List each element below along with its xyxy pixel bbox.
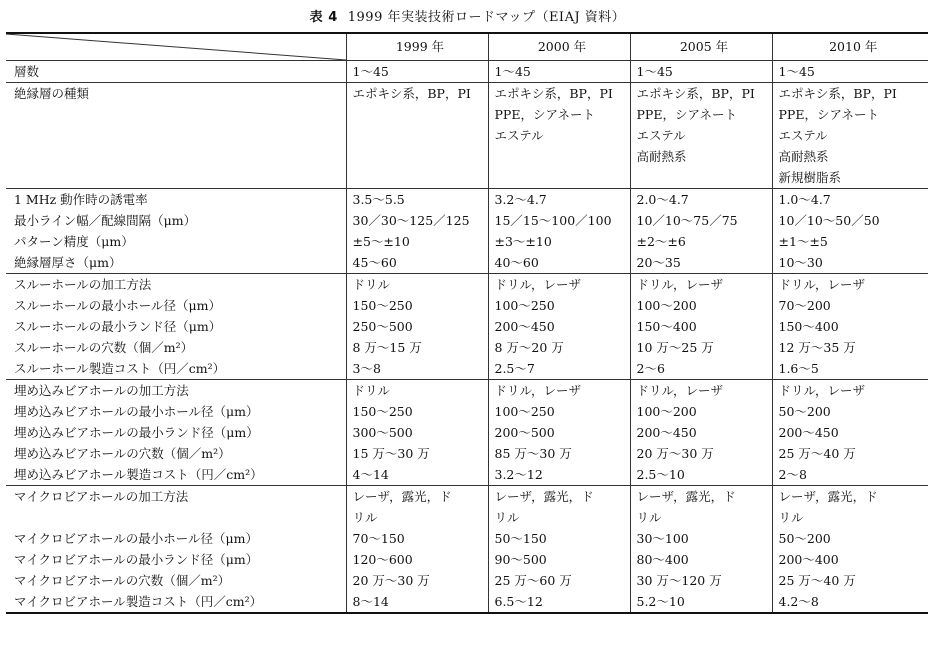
cell-value: 8～14 [346,591,488,613]
row-label: 埋め込みビアホールの最小ホール径（μm） [14,404,259,419]
cell-value: 50～200 [772,528,928,549]
cell-value: ドリル，レーザ [488,274,630,296]
cell-value: 250～500 [346,316,488,337]
table-body [6,61,928,614]
cell-value: 150～250 [346,295,488,316]
row-label: マイクロビアホールの穴数（個／m²） [14,573,231,588]
cell-line: エステル [778,128,828,143]
cell-line: リル [636,510,662,525]
cell-line: レーザ，露光，ド [352,489,452,504]
cell-value: 20～35 [630,252,772,274]
cell-value: 10 万～25 万 [630,337,772,358]
cell-line: エポキシ系，BP，PI [778,86,897,101]
table-row [6,210,928,231]
cell-line: 新規樹脂系 [778,170,842,185]
cell-line: リル [352,510,378,525]
cell-value: 25 万～40 万 [772,443,928,464]
table-row [6,252,928,274]
table-number: 表 4 [309,10,338,25]
cell-value: 10／10～75／75 [630,210,772,231]
table-row [6,358,928,380]
row-label: パターン精度（μm） [14,234,134,249]
cell-value: 2.5～10 [630,464,772,486]
cell-value: 2.0～4.7 [630,189,772,211]
cell-value: 3～8 [346,358,488,380]
row-label: スルーホールの最小ホール径（μm） [14,298,221,313]
table-row [6,231,928,252]
cell-value: 1.0～4.7 [772,189,928,211]
cell-line: PPE，シアネート [494,107,595,122]
cell-value [772,486,928,529]
cell-value: 8 万～20 万 [488,337,630,358]
row-label: スルーホールの加工方法 [6,274,346,296]
cell-value: 100～200 [630,401,772,422]
row-label: 埋め込みビアホールの最小ランド径（μm） [14,425,259,440]
cell-value: 150～400 [772,316,928,337]
header-row [6,33,928,61]
cell-value [488,486,630,529]
cell-value: ドリル，レーザ [772,274,928,296]
cell-value: 150～400 [630,316,772,337]
cell-value: 6.5～12 [488,591,630,613]
cell-value: 25 万～60 万 [488,570,630,591]
table-row [6,443,928,464]
year-header: 2005 年 [630,33,772,61]
row-label: 埋め込みビアホール製造コスト（円／cm²） [14,467,263,482]
row-label: マイクロビアホール製造コスト（円／cm²） [6,591,346,613]
cell-value: 20 万～30 万 [630,443,772,464]
cell-value: ドリル [346,380,488,402]
cell-line: エポキシ系，BP，PI [352,86,471,101]
cell-value: ±2～±6 [630,231,772,252]
row-label: 埋め込みビアホールの穴数（個／m²） [14,446,231,461]
cell-line: リル [494,510,520,525]
cell-value: ±1～±5 [772,231,928,252]
cell-value: 15／15～100／100 [488,210,630,231]
cell-value: ±3～±10 [488,231,630,252]
year-header: 2000 年 [488,33,630,61]
row-label: スルーホールの最小ランド径（μm） [14,319,222,334]
row-label: マイクロビアホールの最小ホール径（μm） [14,531,258,546]
cell-value: 1～45 [772,61,928,83]
cell-value: 1～45 [630,61,772,83]
table-row [6,570,928,591]
cell-value [488,83,630,189]
cell-value: 4～14 [346,464,488,486]
table-row [6,528,928,549]
table-title: 1999 年実装技術ロードマップ（EIAJ 資料） [347,10,626,25]
table-caption [0,6,935,25]
row-label: 埋め込みビアホールの加工方法 [6,380,346,402]
cell-value [630,83,772,189]
cell-value: 100～250 [488,401,630,422]
cell-value: 12 万～35 万 [772,337,928,358]
cell-value: 300～500 [346,422,488,443]
cell-value: 80～400 [630,549,772,570]
year-header: 1999 年 [346,33,488,61]
cell-value: 85 万～30 万 [488,443,630,464]
cell-value [346,486,488,529]
cell-line: レーザ，露光，ド [636,489,736,504]
table-row [6,549,928,570]
cell-line: エステル [494,128,544,143]
cell-line: リル [778,510,804,525]
table-row [6,83,928,189]
cell-value: 1.6～5 [772,358,928,380]
cell-value: 100～200 [630,295,772,316]
table-row [6,464,928,486]
cell-value: 200～400 [772,549,928,570]
cell-line: 高耐熱系 [636,149,687,164]
cell-line: 高耐熱系 [778,149,829,164]
table-row [6,401,928,422]
cell-value: ±5～±10 [346,231,488,252]
cell-value: 90～500 [488,549,630,570]
cell-value: 5.2～10 [630,591,772,613]
cell-line: PPE，シアネート [636,107,737,122]
cell-value: 1～45 [346,61,488,83]
row-label: スルーホール製造コスト（円／cm²） [14,361,226,376]
row-label: 絶縁層厚さ（μm） [14,255,122,270]
cell-value: 50～200 [772,401,928,422]
cell-value: 30／30～125／125 [346,210,488,231]
cell-value: 30 万～120 万 [630,570,772,591]
cell-value: 4.2～8 [772,591,928,613]
cell-value: 200～500 [488,422,630,443]
diagonal-divider [6,34,346,60]
row-label: マイクロビアホールの加工方法 [6,486,346,529]
table-row [6,337,928,358]
cell-value: 150～250 [346,401,488,422]
table-row [6,486,928,529]
cell-value: 8 万～15 万 [346,337,488,358]
table-row [6,274,928,296]
cell-value: ドリル，レーザ [488,380,630,402]
cell-value: 3.2～4.7 [488,189,630,211]
row-label: 絶縁層の種類 [6,83,346,189]
cell-line: レーザ，露光，ド [778,489,878,504]
table-row [6,591,928,613]
row-label: 1 MHz 動作時の誘電率 [6,189,346,211]
row-label: マイクロビアホールの最小ランド径（μm） [14,552,259,567]
cell-value: 200～450 [630,422,772,443]
cell-value: 70～150 [346,528,488,549]
table-row [6,295,928,316]
table-row [6,189,928,211]
cell-value: ドリル，レーザ [630,274,772,296]
cell-value: 3.2～12 [488,464,630,486]
cell-value: ドリル，レーザ [772,380,928,402]
cell-value: 20 万～30 万 [346,570,488,591]
cell-value: 25 万～40 万 [772,570,928,591]
cell-line: レーザ，露光，ド [494,489,594,504]
year-header: 2010 年 [772,33,928,61]
cell-value [772,83,928,189]
cell-value [630,486,772,529]
cell-value [346,83,488,189]
cell-line: エステル [636,128,686,143]
cell-value: 3.5～5.5 [346,189,488,211]
cell-value: 45～60 [346,252,488,274]
cell-value: 2.5～7 [488,358,630,380]
cell-value: 200～450 [488,316,630,337]
cell-value: 10／10～50／50 [772,210,928,231]
table-row [6,380,928,402]
table-row [6,316,928,337]
cell-value: 70～200 [772,295,928,316]
row-label: スルーホールの穴数（個／m²） [14,340,194,355]
cell-value: 15 万～30 万 [346,443,488,464]
cell-value: 120～600 [346,549,488,570]
cell-value: 30～100 [630,528,772,549]
cell-line: PPE，シアネート [778,107,879,122]
cell-value: ドリル [346,274,488,296]
table-row [6,61,928,83]
cell-value: ドリル，レーザ [630,380,772,402]
row-label: 最小ライン幅／配線間隔（μm） [14,213,197,228]
cell-value: 10～30 [772,252,928,274]
cell-value: 100～250 [488,295,630,316]
cell-value: 1～45 [488,61,630,83]
corner-cell [6,33,346,61]
roadmap-table [6,32,928,614]
cell-line: エポキシ系，BP，PI [494,86,613,101]
cell-value: 2～8 [772,464,928,486]
cell-line: エポキシ系，BP，PI [636,86,755,101]
cell-value: 2～6 [630,358,772,380]
cell-value: 50～150 [488,528,630,549]
table-row [6,422,928,443]
cell-value: 40～60 [488,252,630,274]
row-label: 層数 [14,64,40,79]
cell-value: 200～450 [772,422,928,443]
